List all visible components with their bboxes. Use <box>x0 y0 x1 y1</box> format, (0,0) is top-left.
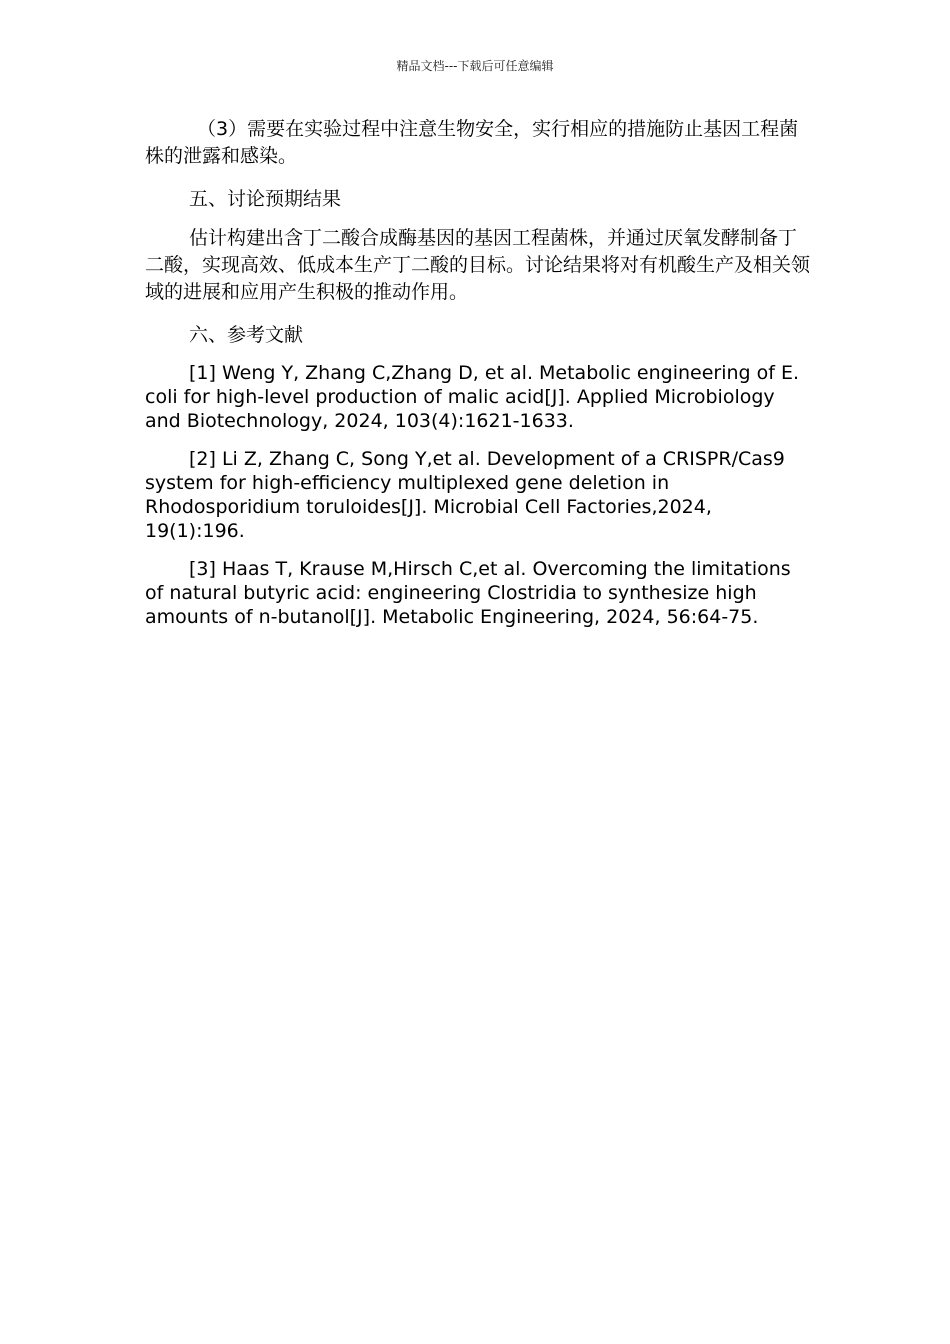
paragraph-biosafety: （3）需要在实验过程中注意生物安全，实行相应的措施防止基因工程菌株的泄露和感染。 <box>145 118 799 167</box>
reference-item-2: [2] Li Z, Zhang C, Song Y,et al. Development of a CRISPR/Cas9 system for high-efficiency multiplexed gene deletion in Rhodosporidium toruloides[J]. Microbial Cell Factories,2024, 19(1):196. <box>145 448 785 542</box>
reference-item-3: [3] Haas T, Krause M,Hirsch C,et al. Overcoming the limitations of natural butyric acid: engineering Clostridia to synthesize high amounts of n-butanol[J]. Metabolic Engineering, 2024, 56:64-75. <box>145 558 791 628</box>
section-heading-expected-results: 五、讨论预期结果 <box>189 188 342 210</box>
section-heading-references: 六、参考文献 <box>189 324 304 346</box>
paragraph-expected-results: 估计构建出含丁二酸合成酶基因的基因工程菌株，并通过厌氧发酵制备丁二酸，实现高效、低成本生产丁二酸的目标。讨论结果将对有机酸生产及相关领域的进展和应用产生积极的推动作用。 <box>145 227 811 303</box>
reference-item-1: [1] Weng Y, Zhang C,Zhang D, et al. Metabolic engineering of E. coli for high-level production of malic acid[J]. Applied Microbiology and Biotechnology, 2024, 103(4):1621-1633. <box>145 362 800 432</box>
document-body <box>145 116 810 643</box>
page-header: 精品文档---下载后可任意编辑 <box>396 59 554 73</box>
